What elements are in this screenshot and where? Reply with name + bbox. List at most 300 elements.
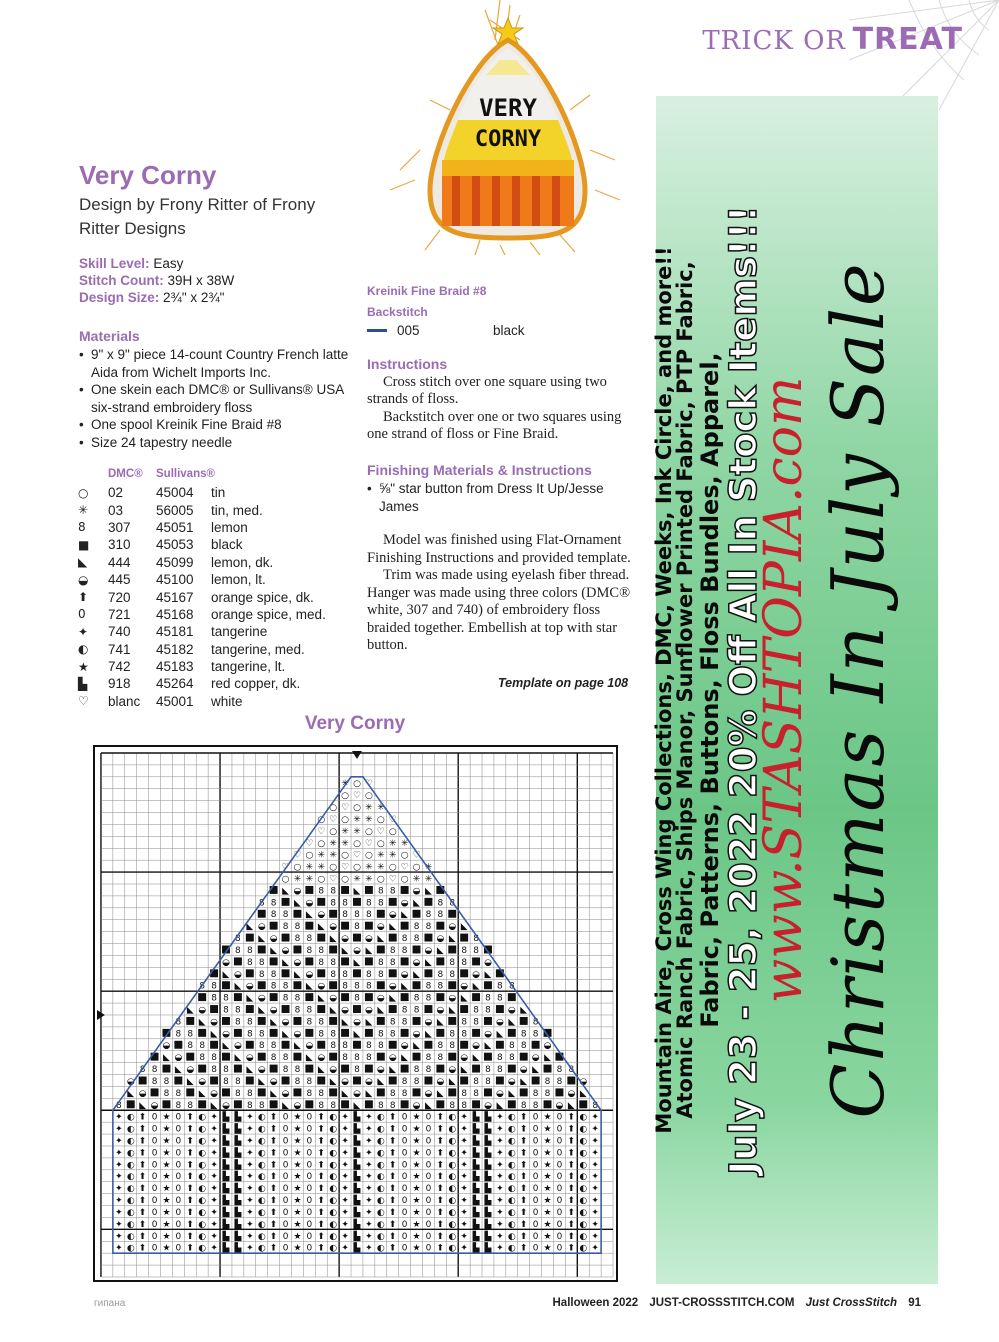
svg-text:⬆: ⬆ <box>388 1219 397 1230</box>
svg-text:8: 8 <box>568 1065 575 1076</box>
svg-text:✦: ✦ <box>246 1112 254 1123</box>
svg-text:✳: ✳ <box>317 850 326 861</box>
svg-text:◐: ◐ <box>507 1231 516 1242</box>
svg-text:8: 8 <box>294 1076 301 1087</box>
svg-text:◣: ◣ <box>282 886 289 897</box>
svg-text:✦: ✦ <box>460 1207 468 1218</box>
svg-text:0: 0 <box>282 1196 289 1207</box>
svg-text:⬆: ⬆ <box>436 1243 445 1254</box>
svg-text:◐: ◐ <box>126 1112 135 1123</box>
svg-text:✦: ✦ <box>246 1160 254 1171</box>
svg-text:⬆: ⬆ <box>436 1160 445 1171</box>
svg-text:◒: ◒ <box>222 1100 230 1111</box>
svg-text:▙: ▙ <box>484 1136 492 1147</box>
svg-text:◐: ◐ <box>579 1231 588 1242</box>
svg-text:○: ○ <box>353 862 361 873</box>
svg-text:✦: ✦ <box>210 1160 218 1171</box>
svg-text:◣: ◣ <box>448 934 456 945</box>
svg-text:0: 0 <box>282 1124 289 1135</box>
svg-text:◐: ◐ <box>198 1160 207 1171</box>
svg-text:✳: ✳ <box>329 850 337 861</box>
svg-text:◒: ◒ <box>305 898 314 909</box>
svg-text:0: 0 <box>306 1207 313 1218</box>
svg-text:◣: ◣ <box>294 1041 301 1052</box>
svg-text:✦: ✦ <box>365 1160 373 1171</box>
svg-text:★: ★ <box>293 1184 302 1195</box>
svg-text:◐: ◐ <box>448 1207 457 1218</box>
svg-text:✦: ✦ <box>341 1160 349 1171</box>
svg-text:▙: ▙ <box>484 1207 492 1218</box>
key-row <box>78 623 351 640</box>
svg-text:✦: ✦ <box>246 1196 254 1207</box>
svg-text:◣: ◣ <box>508 1017 516 1028</box>
svg-text:⬆: ⬆ <box>519 1196 528 1207</box>
svg-text:✳: ✳ <box>365 803 373 814</box>
skill-value: Easy <box>153 256 184 271</box>
svg-text:◣: ◣ <box>270 1017 278 1028</box>
svg-text:0: 0 <box>401 1172 408 1183</box>
svg-text:♡: ♡ <box>329 874 338 885</box>
svg-text:8: 8 <box>330 969 337 980</box>
svg-text:◒: ◒ <box>257 1065 266 1076</box>
svg-text:⬆: ⬆ <box>317 1196 326 1207</box>
svg-text:8: 8 <box>389 1029 396 1040</box>
svg-text:0: 0 <box>151 1160 158 1171</box>
svg-text:✦: ✦ <box>591 1184 599 1195</box>
svg-text:8: 8 <box>306 1076 313 1087</box>
svg-text:0: 0 <box>425 1219 432 1230</box>
svg-text:⬆: ⬆ <box>388 1196 397 1207</box>
svg-text:✦: ✦ <box>496 1219 504 1230</box>
svg-text:✳: ✳ <box>341 779 349 790</box>
svg-text:◒: ◒ <box>329 1065 338 1076</box>
svg-text:⬆: ⬆ <box>138 1243 147 1254</box>
svg-text:★: ★ <box>293 1148 302 1159</box>
svg-text:○: ○ <box>364 791 373 802</box>
svg-text:0: 0 <box>175 1231 182 1242</box>
svg-text:▙: ▙ <box>222 1184 230 1195</box>
materials-list <box>79 346 359 451</box>
svg-text:▙: ▙ <box>472 1112 480 1123</box>
ad-products-2: Atomic Ranch Fabric, Ships Manor, Sunflower Printed Fabric, PTP Fabric, <box>673 261 697 1119</box>
stitch-value: 39H x 38W <box>167 273 235 288</box>
svg-text:8: 8 <box>354 981 360 992</box>
svg-text:◒: ◒ <box>341 1076 349 1087</box>
svg-text:8: 8 <box>449 898 456 909</box>
svg-text:◐: ◐ <box>579 1148 588 1159</box>
svg-text:0: 0 <box>401 1184 408 1195</box>
svg-text:✦: ✦ <box>115 1112 123 1123</box>
svg-text:★: ★ <box>412 1207 421 1218</box>
svg-text:◐: ◐ <box>579 1243 588 1254</box>
svg-text:◐: ◐ <box>507 1207 516 1218</box>
svg-text:▙: ▙ <box>484 1231 492 1242</box>
svg-text:▙: ▙ <box>353 1124 361 1135</box>
svg-text:▙: ▙ <box>484 1112 492 1123</box>
svg-text:0: 0 <box>151 1124 158 1135</box>
svg-text:▙: ▙ <box>222 1196 230 1207</box>
svg-text:◣: ◣ <box>413 898 420 909</box>
svg-text:⬆: ⬆ <box>138 1231 147 1242</box>
svg-text:◣: ◣ <box>329 1005 337 1016</box>
svg-text:▙: ▙ <box>234 1124 242 1135</box>
svg-text:○: ○ <box>293 862 302 873</box>
svg-text:8: 8 <box>437 898 444 909</box>
svg-text:✳: ✳ <box>353 826 361 837</box>
svg-text:★: ★ <box>543 1172 552 1183</box>
svg-text:8: 8 <box>437 1041 444 1052</box>
svg-text:◣: ◣ <box>270 1088 278 1099</box>
svg-text:⬆: ⬆ <box>317 1160 326 1171</box>
svg-text:0: 0 <box>306 1243 313 1254</box>
svg-text:◐: ◐ <box>507 1172 516 1183</box>
svg-text:8: 8 <box>473 934 479 945</box>
svg-text:◐: ◐ <box>448 1136 457 1147</box>
svg-text:◐: ◐ <box>579 1196 588 1207</box>
key-dmc: 721 <box>108 606 131 622</box>
svg-text:✦: ✦ <box>460 1231 468 1242</box>
svg-text:8: 8 <box>437 910 444 921</box>
svg-text:8: 8 <box>211 1053 217 1064</box>
svg-text:★: ★ <box>293 1124 302 1135</box>
svg-text:⬆: ⬆ <box>388 1112 397 1123</box>
svg-text:◐: ◐ <box>507 1196 516 1207</box>
svg-text:8: 8 <box>282 910 289 921</box>
svg-text:8: 8 <box>211 981 217 992</box>
svg-text:♡: ♡ <box>364 838 373 849</box>
svg-text:◐: ◐ <box>448 1231 457 1242</box>
svg-text:8: 8 <box>437 1053 444 1064</box>
svg-text:✦: ✦ <box>246 1148 254 1159</box>
braid-heading: Kreinik Fine Braid #8 <box>367 284 487 298</box>
svg-text:0: 0 <box>532 1172 539 1183</box>
svg-text:8: 8 <box>258 898 265 909</box>
svg-text:◣: ◣ <box>127 1088 135 1099</box>
svg-text:8: 8 <box>401 1017 408 1028</box>
svg-text:✦: ✦ <box>246 1207 254 1218</box>
svg-text:◒: ◒ <box>198 1076 207 1087</box>
svg-text:◒: ◒ <box>507 1076 516 1087</box>
svg-text:8: 8 <box>306 1088 313 1099</box>
svg-text:◣: ◣ <box>174 1065 182 1076</box>
svg-text:✦: ✦ <box>591 1124 599 1135</box>
svg-text:8: 8 <box>211 1065 217 1076</box>
ad-headline: Christmas In July Sale <box>816 261 900 1119</box>
svg-text:◐: ◐ <box>579 1207 588 1218</box>
svg-text:♡: ♡ <box>388 814 397 825</box>
svg-text:◐: ◐ <box>198 1219 207 1230</box>
finishing-p1: Model was finished using Flat-Ornament Finishing Instructions and provided template. <box>367 532 631 566</box>
svg-text:⬆: ⬆ <box>519 1124 528 1135</box>
svg-text:⬆: ⬆ <box>567 1136 576 1147</box>
svg-text:0: 0 <box>306 1184 313 1195</box>
svg-text:◒: ◒ <box>364 1076 373 1087</box>
svg-text:♡: ♡ <box>388 874 397 885</box>
key-color-name: tin, med. <box>211 502 263 518</box>
finishing-text <box>367 532 637 655</box>
svg-text:0: 0 <box>532 1231 539 1242</box>
svg-text:▙: ▙ <box>234 1196 242 1207</box>
svg-text:◒: ◒ <box>436 934 445 945</box>
svg-text:8: 8 <box>246 1100 253 1111</box>
skill-label: Skill Level: <box>79 256 150 271</box>
svg-text:◐: ◐ <box>198 1136 207 1147</box>
svg-text:8: 8 <box>175 1088 182 1099</box>
key-sullivans: 45183 <box>156 659 194 675</box>
svg-text:◒: ◒ <box>460 981 469 992</box>
footer-page: 91 <box>908 1297 921 1309</box>
key-symbol: ✳ <box>78 503 89 518</box>
list-item: • ⅝" star button from Dress It Up/Jesse James <box>367 480 637 515</box>
svg-text:✦: ✦ <box>341 1184 349 1195</box>
svg-text:▙: ▙ <box>484 1148 492 1159</box>
sullivans-column-header: Sullivans® <box>156 468 215 480</box>
svg-text:◣: ◣ <box>389 922 397 933</box>
svg-text:★: ★ <box>412 1219 421 1230</box>
svg-text:◒: ◒ <box>210 1088 218 1099</box>
svg-text:◒: ◒ <box>281 1017 290 1028</box>
svg-text:✦: ✦ <box>341 1124 349 1135</box>
svg-text:0: 0 <box>175 1207 182 1218</box>
svg-text:0: 0 <box>556 1207 563 1218</box>
svg-text:◒: ◒ <box>412 1100 421 1111</box>
svg-text:◒: ◒ <box>150 1100 159 1111</box>
svg-text:✳: ✳ <box>317 862 326 873</box>
svg-text:0: 0 <box>306 1219 313 1230</box>
svg-text:◐: ◐ <box>257 1136 266 1147</box>
svg-text:○: ○ <box>329 826 338 837</box>
svg-text:◣: ◣ <box>258 1005 266 1016</box>
svg-text:0: 0 <box>532 1136 539 1147</box>
svg-text:0: 0 <box>556 1196 563 1207</box>
svg-text:0: 0 <box>532 1184 539 1195</box>
ad-products-3: Mountain Aire, Cross Wing Collections, DMC, Weeks, Ink Circle, and more!! <box>652 246 676 1134</box>
svg-text:8: 8 <box>223 993 229 1004</box>
svg-text:▙: ▙ <box>472 1207 480 1218</box>
svg-text:⬆: ⬆ <box>388 1124 397 1135</box>
svg-text:✳: ✳ <box>305 862 314 873</box>
svg-text:✦: ✦ <box>496 1196 504 1207</box>
key-symbol: 0 <box>78 607 86 622</box>
svg-text:✦: ✦ <box>115 1136 123 1147</box>
svg-text:◒: ◒ <box>138 1088 147 1099</box>
svg-text:◣: ◣ <box>353 886 361 897</box>
svg-text:0: 0 <box>532 1207 539 1218</box>
svg-text:✳: ✳ <box>412 874 421 885</box>
svg-text:◒: ◒ <box>531 1053 540 1064</box>
svg-text:✦: ✦ <box>210 1172 218 1183</box>
svg-text:◣: ◣ <box>294 969 301 980</box>
svg-text:⬆: ⬆ <box>269 1196 278 1207</box>
svg-text:◒: ◒ <box>579 1076 588 1087</box>
design-byline: Design by Frony Ritter of Frony Ritter Designs <box>79 195 316 238</box>
svg-text:✦: ✦ <box>591 1112 599 1123</box>
key-symbol: ◣ <box>78 555 88 570</box>
svg-text:✦: ✦ <box>341 1112 349 1123</box>
svg-text:✦: ✦ <box>365 1148 373 1159</box>
key-color-name: tangerine, med. <box>211 641 305 657</box>
svg-text:⬆: ⬆ <box>317 1243 326 1254</box>
svg-text:▙: ▙ <box>234 1243 242 1254</box>
svg-text:⬆: ⬆ <box>138 1148 147 1159</box>
ad-website[interactable]: www.STASHTOPIA.com <box>754 376 814 1004</box>
svg-text:◐: ◐ <box>126 1207 135 1218</box>
svg-text:0: 0 <box>282 1184 289 1195</box>
svg-text:◒: ◒ <box>257 922 266 933</box>
svg-text:✦: ✦ <box>365 1112 373 1123</box>
svg-text:✦: ✦ <box>365 1124 373 1135</box>
svg-text:✦: ✦ <box>591 1219 599 1230</box>
svg-text:8: 8 <box>592 1100 599 1111</box>
svg-text:◣: ◣ <box>401 910 409 921</box>
svg-text:⬆: ⬆ <box>519 1243 528 1254</box>
svg-text:◣: ◣ <box>389 993 397 1004</box>
svg-text:◣: ◣ <box>365 1088 373 1099</box>
svg-text:○: ○ <box>400 874 409 885</box>
svg-text:✦: ✦ <box>365 1207 373 1218</box>
svg-text:8: 8 <box>413 1005 420 1016</box>
svg-text:⬆: ⬆ <box>269 1172 278 1183</box>
svg-text:✳: ✳ <box>353 814 361 825</box>
svg-text:✦: ✦ <box>460 1160 468 1171</box>
svg-text:◒: ◒ <box>543 1041 552 1052</box>
svg-text:◒: ◒ <box>174 1053 183 1064</box>
svg-text:◣: ◣ <box>186 1005 194 1016</box>
svg-text:◒: ◒ <box>495 1088 504 1099</box>
braid-row <box>367 323 525 338</box>
svg-text:◐: ◐ <box>507 1124 516 1135</box>
list-item: • 9" x 9" piece 14-count Country French latte Aida from Wichelt Imports Inc. <box>79 346 359 381</box>
svg-text:⬆: ⬆ <box>269 1207 278 1218</box>
svg-text:★: ★ <box>543 1196 552 1207</box>
svg-text:0: 0 <box>556 1243 563 1254</box>
svg-text:◒: ◒ <box>234 1041 242 1052</box>
footer-magazine: Just CrossStitch <box>805 1297 897 1309</box>
svg-text:◒: ◒ <box>364 934 373 945</box>
key-row <box>78 658 351 675</box>
svg-text:◒: ◒ <box>186 1065 195 1076</box>
svg-text:◒: ◒ <box>257 993 266 1004</box>
svg-text:◣: ◣ <box>198 1088 206 1099</box>
svg-text:♡: ♡ <box>293 850 302 861</box>
svg-text:⬆: ⬆ <box>138 1219 147 1230</box>
svg-text:◒: ◒ <box>376 922 385 933</box>
svg-text:◒: ◒ <box>472 1041 480 1052</box>
svg-text:★: ★ <box>293 1231 302 1242</box>
footer-site[interactable]: JUST-CROSSSTITCH.COM <box>649 1297 795 1309</box>
svg-text:8: 8 <box>485 1065 491 1076</box>
svg-text:0: 0 <box>151 1112 158 1123</box>
svg-text:◐: ◐ <box>507 1148 516 1159</box>
svg-text:⬆: ⬆ <box>138 1112 147 1123</box>
svg-text:▙: ▙ <box>353 1184 361 1195</box>
svg-text:✦: ✦ <box>341 1136 349 1147</box>
svg-text:◒: ◒ <box>162 1041 171 1052</box>
svg-text:◣: ◣ <box>520 1076 528 1087</box>
svg-text:0: 0 <box>401 1112 408 1123</box>
svg-text:▙: ▙ <box>222 1231 230 1242</box>
svg-text:○: ○ <box>364 826 373 837</box>
svg-text:♡: ♡ <box>376 826 385 837</box>
svg-text:◒: ◒ <box>198 1005 207 1016</box>
key-symbol: ◒ <box>78 572 89 587</box>
svg-text:◒: ◒ <box>210 1017 218 1028</box>
svg-text:◐: ◐ <box>376 1196 385 1207</box>
svg-text:◣: ◣ <box>520 1005 528 1016</box>
svg-text:⬆: ⬆ <box>567 1207 576 1218</box>
svg-text:◒: ◒ <box>222 957 230 968</box>
svg-text:✦: ✦ <box>365 1172 373 1183</box>
svg-text:⬆: ⬆ <box>269 1231 278 1242</box>
svg-text:✦: ✦ <box>591 1172 599 1183</box>
svg-text:8: 8 <box>187 1100 194 1111</box>
svg-text:◣: ◣ <box>413 969 420 980</box>
svg-text:8: 8 <box>223 1076 229 1087</box>
svg-text:○: ○ <box>376 838 385 849</box>
svg-text:✦: ✦ <box>365 1219 373 1230</box>
svg-text:0: 0 <box>532 1196 539 1207</box>
svg-text:⬆: ⬆ <box>436 1231 445 1242</box>
svg-text:8: 8 <box>342 1041 348 1052</box>
svg-text:✦: ✦ <box>460 1219 468 1230</box>
svg-text:0: 0 <box>282 1219 289 1230</box>
key-sullivans: 45051 <box>156 519 194 535</box>
svg-text:8: 8 <box>401 1005 408 1016</box>
svg-text:8: 8 <box>187 1041 194 1052</box>
svg-text:◒: ◒ <box>448 922 457 933</box>
svg-text:▙: ▙ <box>234 1160 242 1171</box>
svg-text:★: ★ <box>162 1243 171 1254</box>
svg-text:◐: ◐ <box>329 1160 338 1171</box>
svg-text:8: 8 <box>235 1076 241 1087</box>
svg-text:8: 8 <box>282 1053 289 1064</box>
svg-text:0: 0 <box>175 1124 182 1135</box>
svg-text:8: 8 <box>473 1076 479 1087</box>
svg-text:✦: ✦ <box>496 1243 504 1254</box>
svg-text:▙: ▙ <box>472 1219 480 1230</box>
svg-text:0: 0 <box>425 1136 432 1147</box>
key-dmc: 03 <box>108 502 124 518</box>
key-color-name: lemon, lt. <box>211 572 266 588</box>
key-sullivans: 45001 <box>156 693 194 709</box>
svg-text:◐: ◐ <box>507 1184 516 1195</box>
braid-number: 005 <box>397 323 420 338</box>
svg-text:8: 8 <box>282 981 289 992</box>
key-dmc: 307 <box>108 519 131 535</box>
svg-text:★: ★ <box>293 1219 302 1230</box>
svg-text:8: 8 <box>294 922 301 933</box>
svg-text:⬆: ⬆ <box>186 1136 195 1147</box>
svg-text:0: 0 <box>151 1207 158 1218</box>
svg-text:✦: ✦ <box>591 1207 599 1218</box>
svg-text:◣: ◣ <box>425 1029 432 1040</box>
svg-text:✦: ✦ <box>210 1136 218 1147</box>
svg-text:▙: ▙ <box>234 1172 242 1183</box>
svg-text:0: 0 <box>401 1243 408 1254</box>
footer-issue: Halloween 2022 <box>552 1297 639 1309</box>
svg-text:⬆: ⬆ <box>388 1136 397 1147</box>
svg-text:◣: ◣ <box>567 1100 575 1111</box>
svg-text:★: ★ <box>162 1172 171 1183</box>
svg-text:8: 8 <box>175 1029 182 1040</box>
svg-text:8: 8 <box>485 1005 491 1016</box>
svg-text:✦: ✦ <box>115 1231 123 1242</box>
svg-text:◒: ◒ <box>317 981 326 992</box>
svg-text:▙: ▙ <box>484 1160 492 1171</box>
svg-text:0: 0 <box>151 1196 158 1207</box>
svg-text:◒: ◒ <box>126 1076 135 1087</box>
svg-text:8: 8 <box>270 898 277 909</box>
